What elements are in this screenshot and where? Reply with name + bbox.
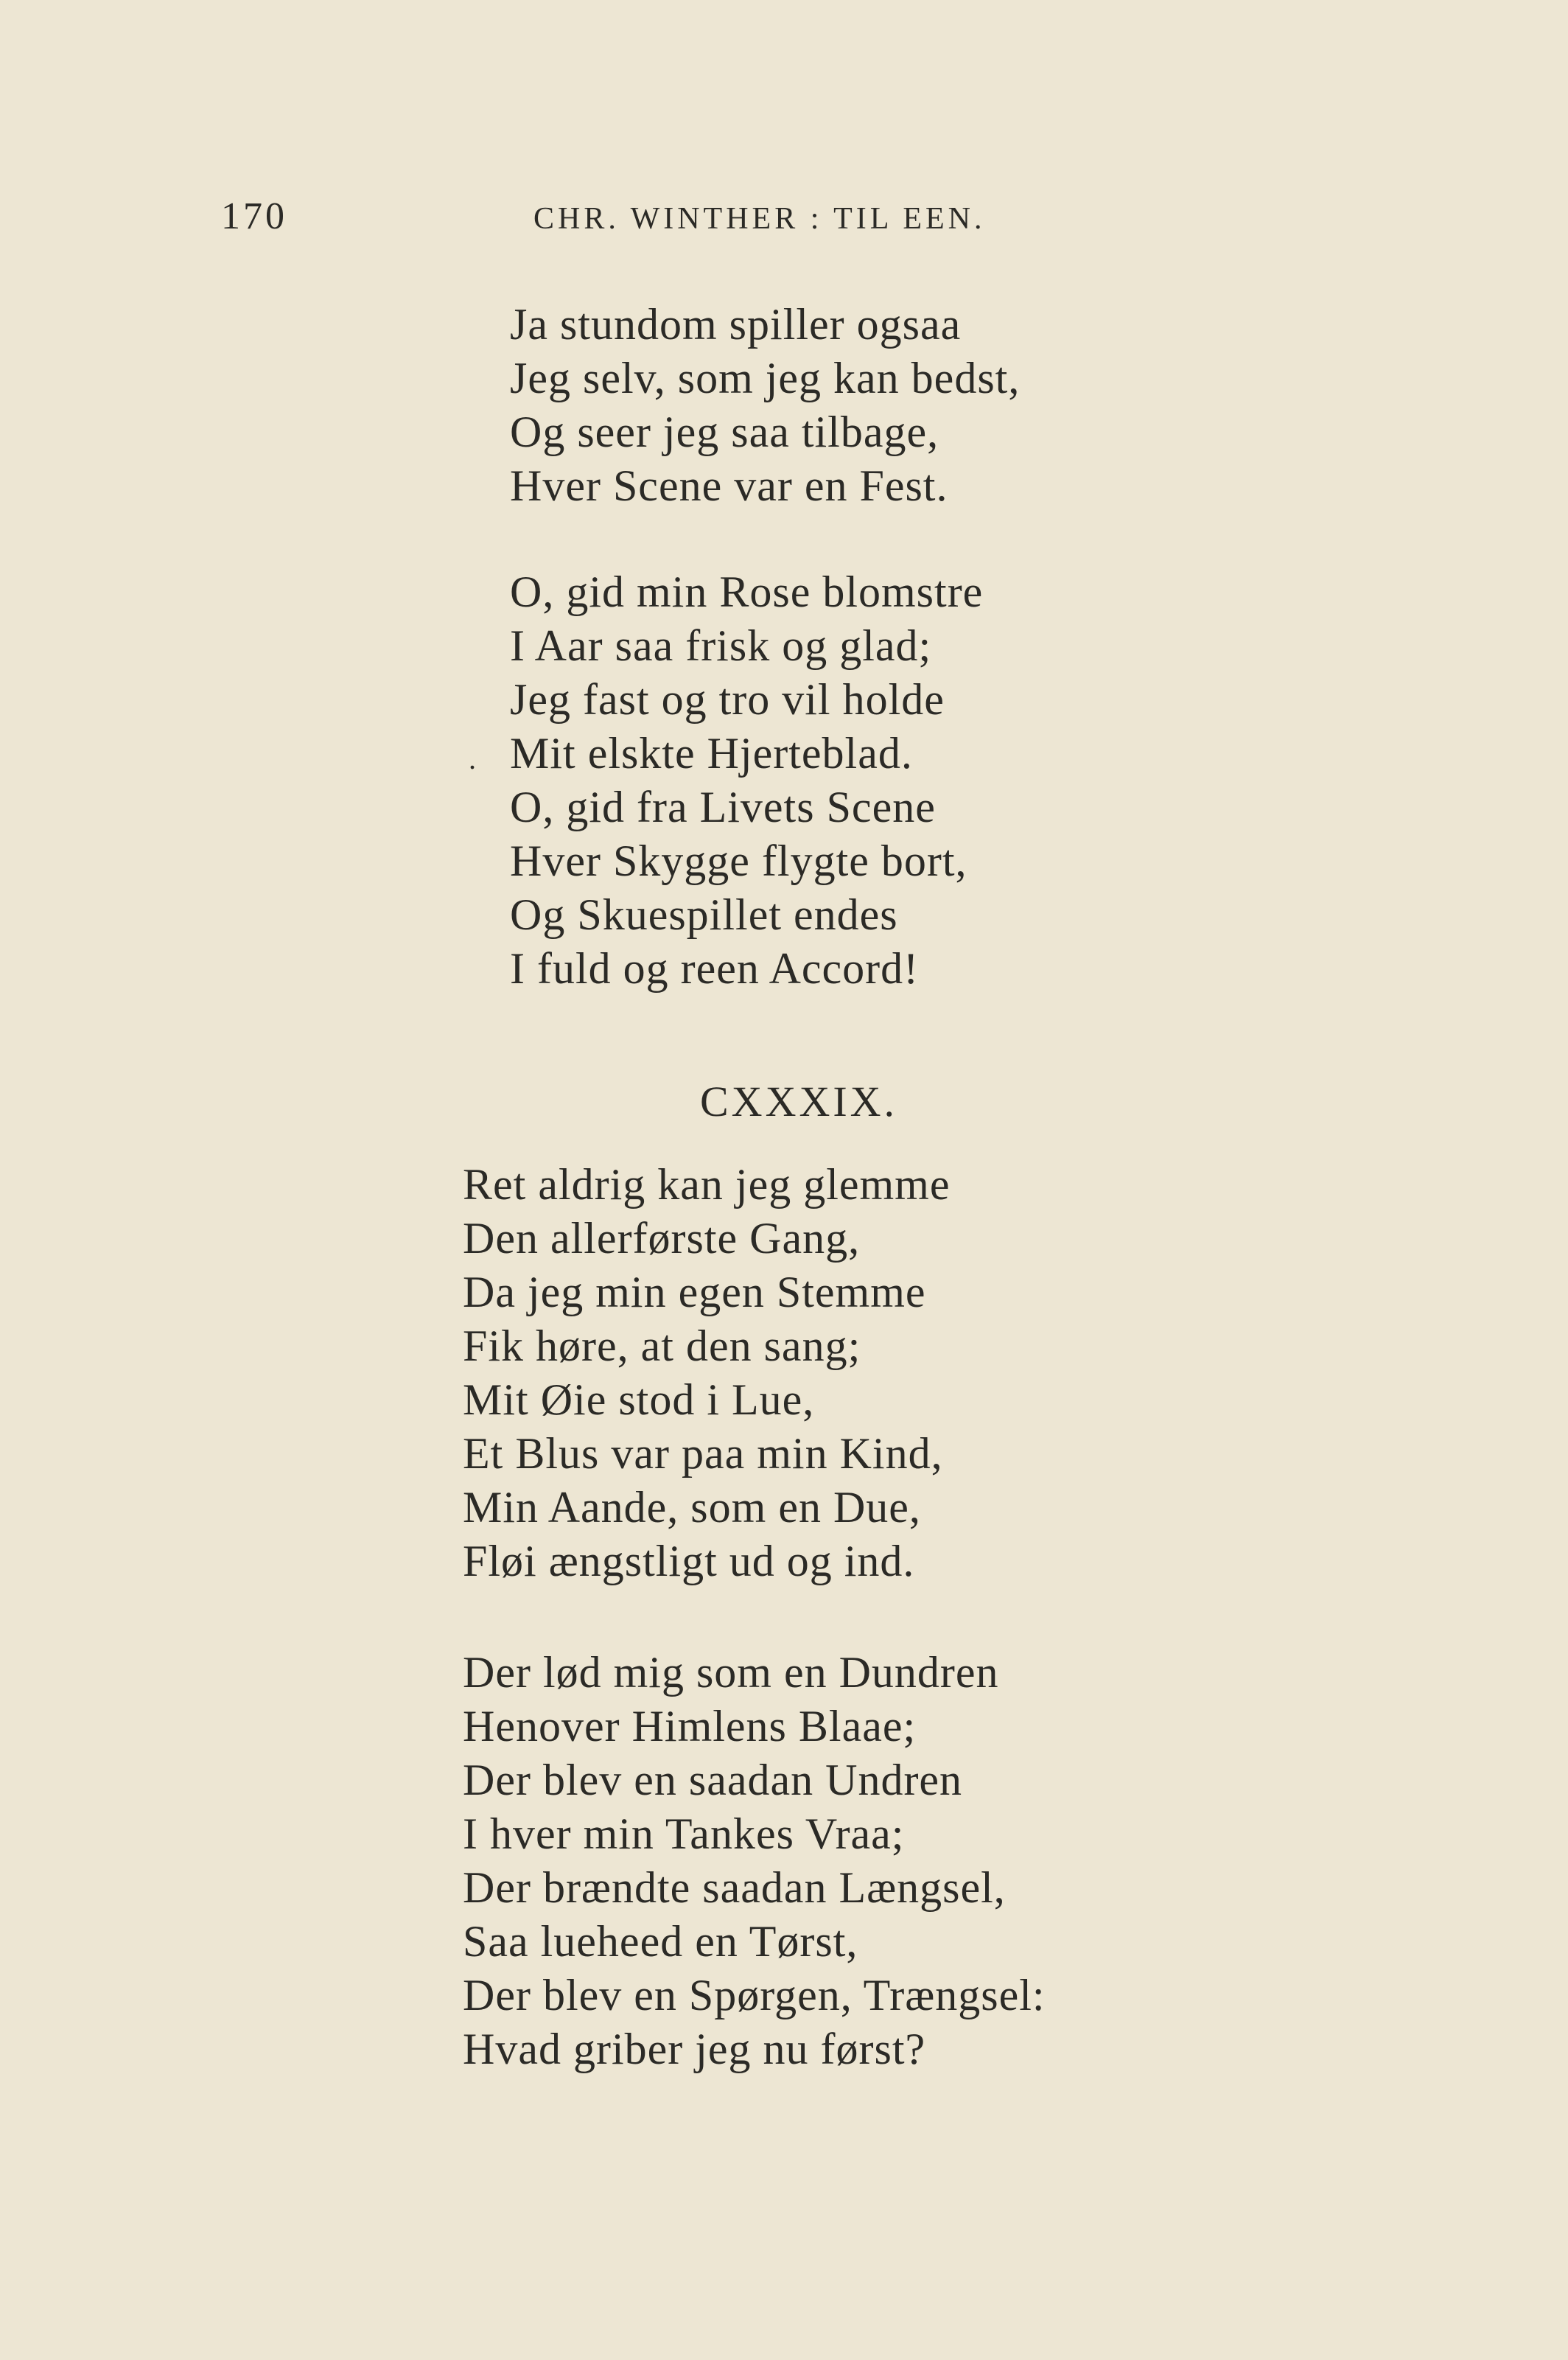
verse-line: Hver Skygge flygte bort, (510, 837, 967, 885)
verse-line: Ja stundom spiller ogsaa (510, 300, 962, 349)
verse-line: I fuld og reen Accord! (510, 944, 920, 993)
verse-line: I Aar saa frisk og glad; (510, 621, 932, 670)
stanza-cxxxix-1 (463, 1158, 950, 1588)
stanza-continued-1 (510, 298, 1020, 513)
verse-line: Den allerførste Gang, (463, 1214, 861, 1263)
verse-line: Hver Scene var en Fest. (510, 461, 948, 510)
verse-line: Min Aande, som en Due, (463, 1483, 921, 1532)
stanza-continued-2 (510, 565, 983, 996)
verse-line: Ret aldrig kan jeg glemme (463, 1160, 951, 1209)
verse-line: Jeg fast og tro vil holde (510, 675, 945, 724)
verse-line: Der brændte saadan Længsel, (463, 1863, 1006, 1912)
verse-line: Der blev en saadan Undren (463, 1756, 963, 1804)
running-head: CHR. WINTHER : TIL EEN. (533, 202, 986, 236)
verse-line: Der lød mig som en Dundren (463, 1648, 999, 1697)
verse-line: Da jeg min egen Stemme (463, 1268, 926, 1316)
verse-line: Og Skuespillet endes (510, 890, 898, 939)
verse-line: I hver min Tankes Vraa; (463, 1809, 905, 1858)
verse-line: Der blev en Spørgen, Trængsel: (463, 1971, 1046, 2019)
verse-line: Hvad griber jeg nu først? (463, 2025, 926, 2073)
verse-line: Mit Øie stod i Lue, (463, 1375, 815, 1424)
stray-print-mark: . (469, 742, 476, 775)
verse-line: Henover Himlens Blaae; (463, 1702, 917, 1750)
section-numeral: CXXXIX. (700, 1078, 898, 1125)
verse-line: O, gid fra Livets Scene (510, 783, 936, 831)
verse-line: Og seer jeg saa tilbage, (510, 408, 939, 456)
verse-line: Fløi ængstligt ud og ind. (463, 1537, 915, 1585)
verse-line: O, gid min Rose blomstre (510, 568, 984, 616)
verse-line: Mit elskte Hjerteblad. (510, 729, 913, 778)
verse-line: Saa lueheed en Tørst, (463, 1917, 858, 1966)
verse-line: Et Blus var paa min Kind, (463, 1429, 943, 1478)
verse-line: Jeg selv, som jeg kan bedst, (510, 354, 1021, 402)
page-number: 170 (221, 195, 287, 237)
verse-line: Fik høre, at den sang; (463, 1322, 861, 1370)
stanza-cxxxix-2 (463, 1646, 1046, 2076)
